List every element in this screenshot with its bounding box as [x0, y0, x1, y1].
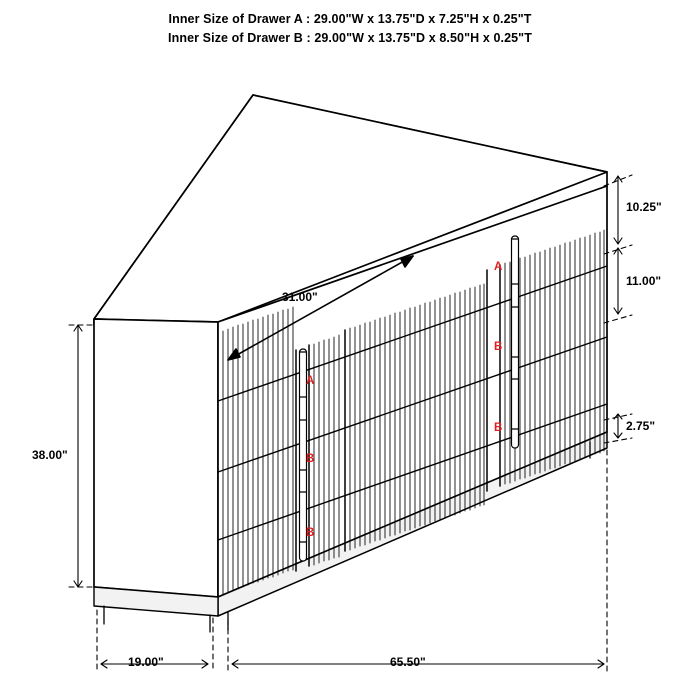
- drawer-label-right-b2: B: [494, 422, 503, 434]
- dim-depth-bottom: 19.00": [128, 655, 164, 669]
- dim-depth-top: 31.00": [282, 290, 318, 304]
- dim-total-width: 65.50": [390, 655, 426, 669]
- drawer-label-left-b2: B: [306, 527, 315, 539]
- header-line-1: Inner Size of Drawer A : 29.00"W x 13.75"D x 7.25"H x 0.25"T: [168, 12, 532, 26]
- drawer-label-right-b1: B: [494, 341, 503, 353]
- dim-right-base: 2.75": [626, 419, 656, 433]
- dim-right-top: 10.25": [626, 200, 662, 214]
- dim-total-height: 38.00": [32, 448, 68, 462]
- drawer-label-right-a: A: [494, 261, 503, 273]
- drawer-label-left-a: A: [306, 375, 315, 387]
- header-line-2: Inner Size of Drawer B : 29.00"W x 13.75"D x 8.50"H x 0.25"T: [168, 31, 532, 45]
- drawer-label-left-b1: B: [306, 453, 315, 465]
- dim-right-mid: 11.00": [626, 274, 662, 288]
